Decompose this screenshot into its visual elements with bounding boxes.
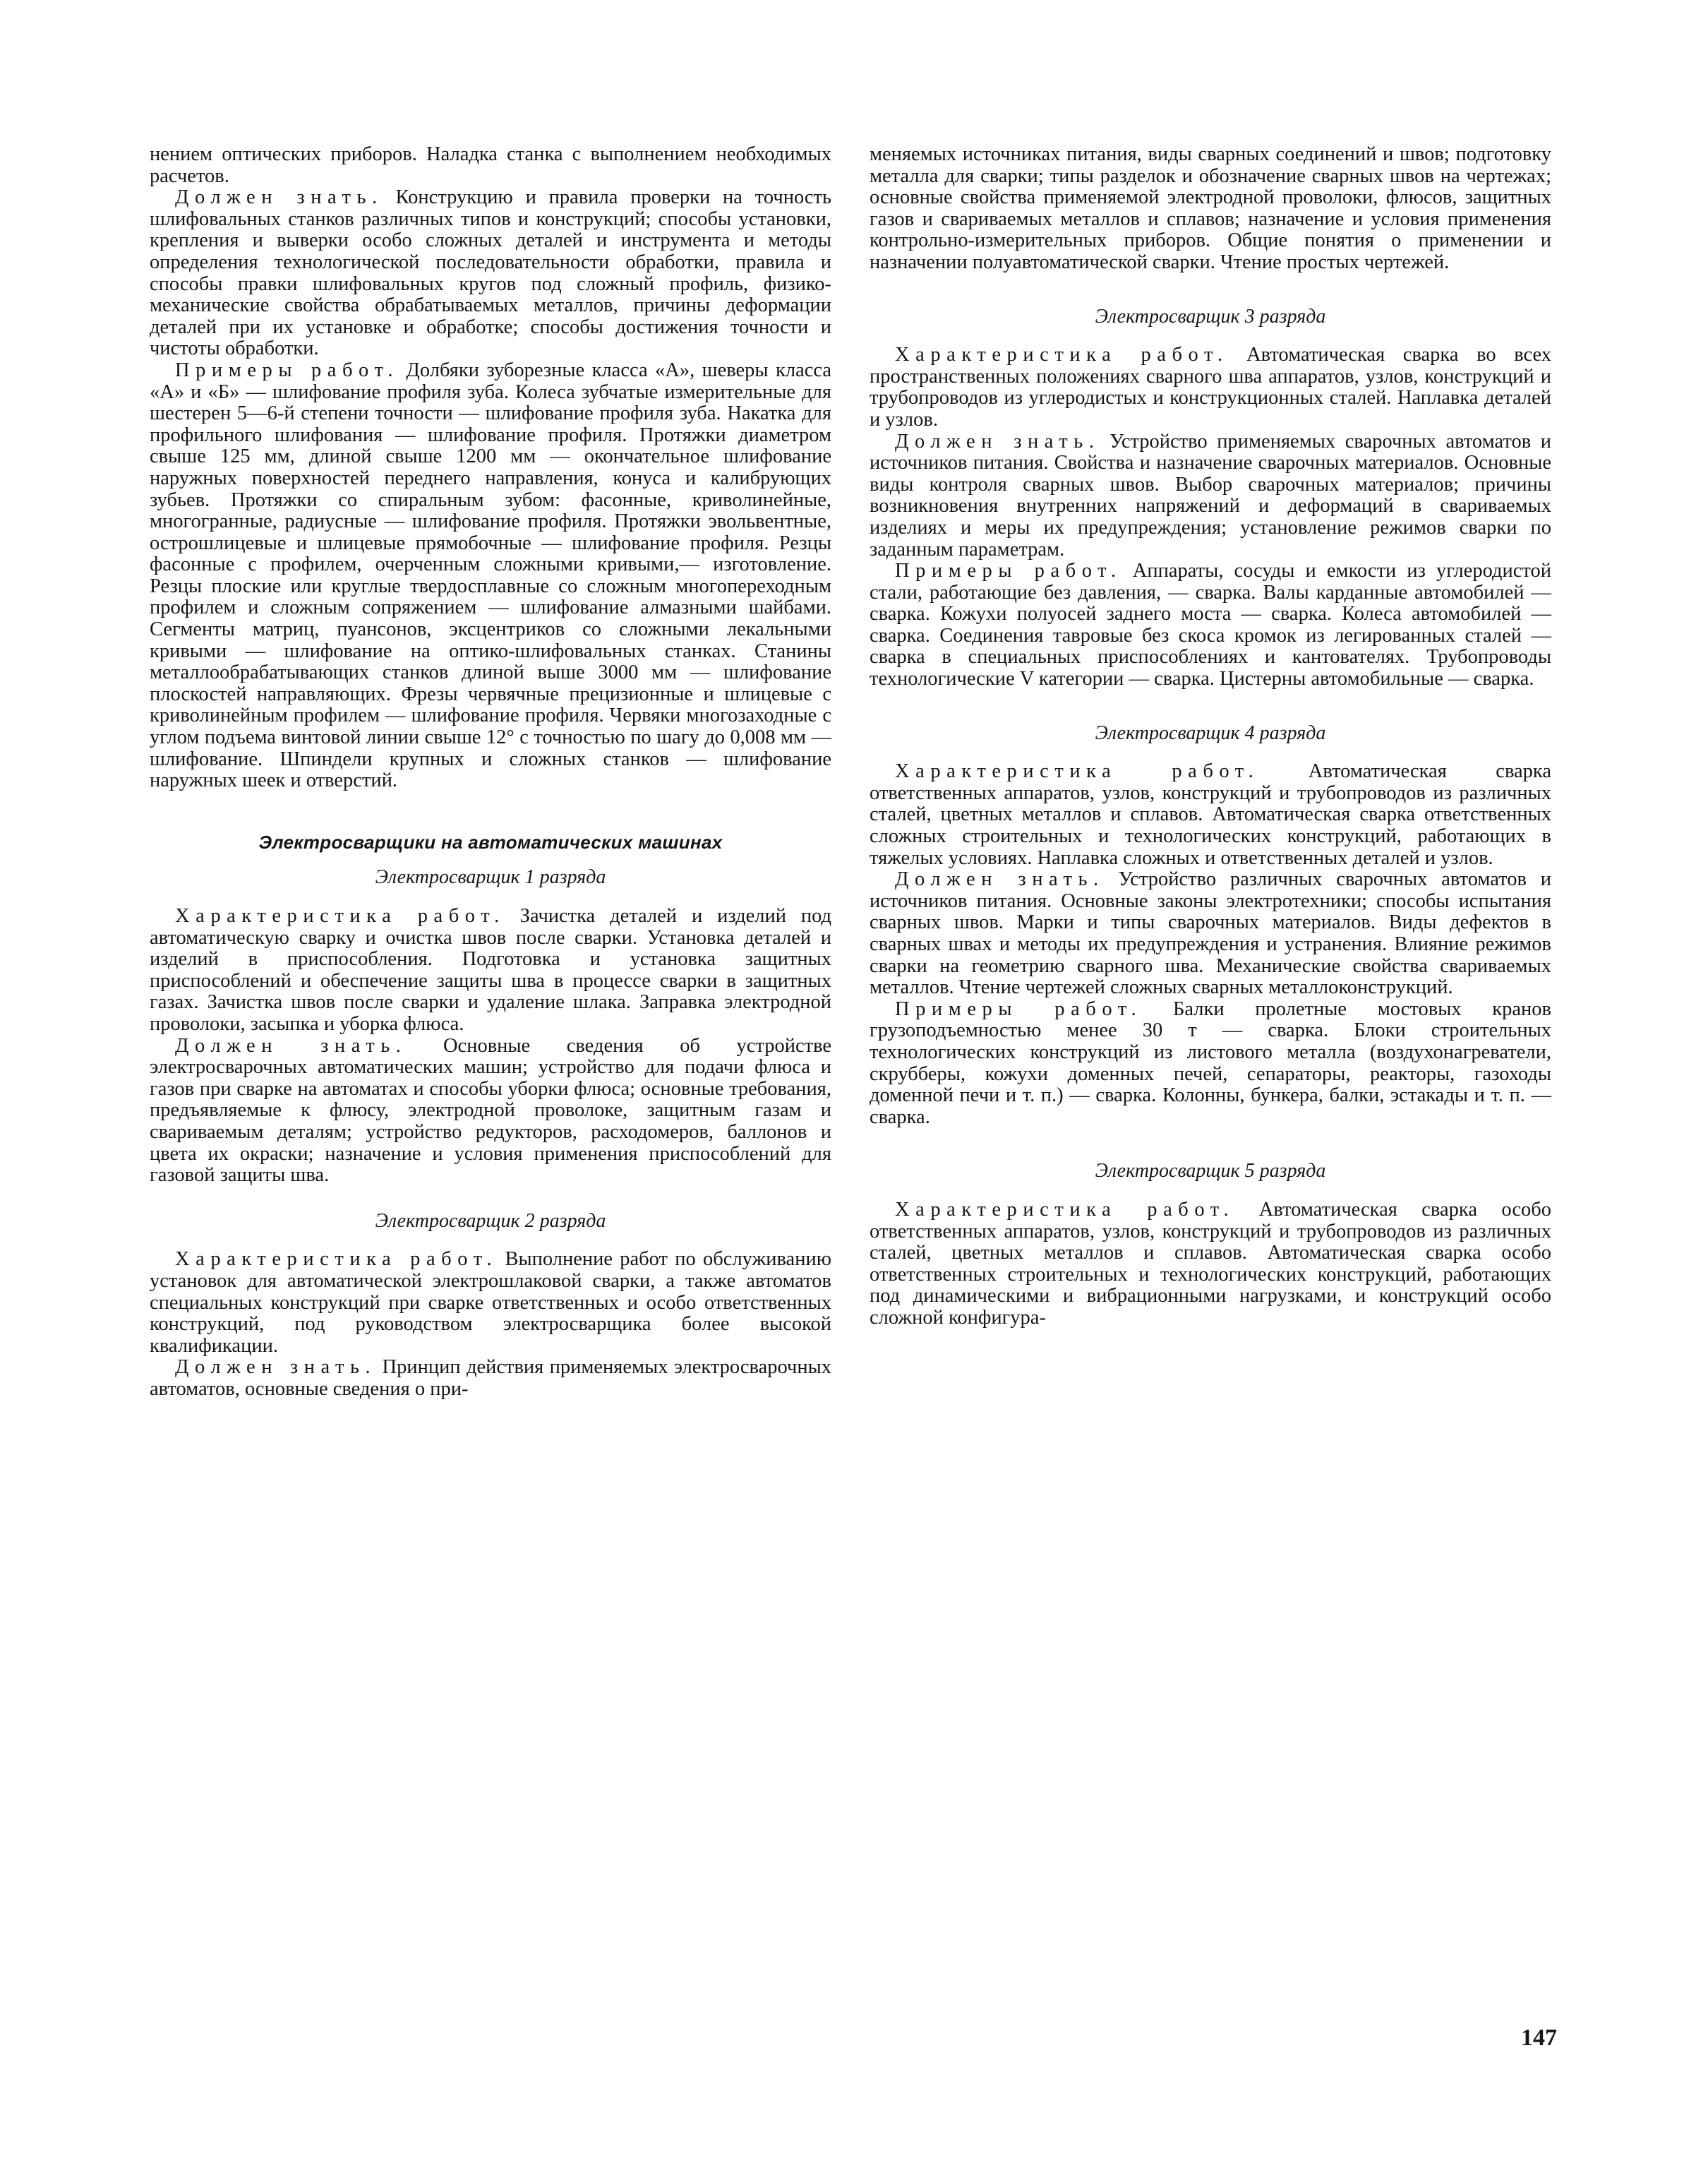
left-column <box>150 144 831 1400</box>
paragraph-text: Устройство применяемых сварочных автоматов и источников питания. Свойства и назначение сварочных материалов. Основные виды контроля сварных швов. Выбор сварочных материалов; причины возникновения внутренних напряжений и деформаций в свариваемых изделиях и меры их предупреждения; установление режимов сварки по заданным параметрам. <box>870 430 1552 561</box>
run-in-label: Характеристика работ. <box>175 1248 498 1271</box>
run-in-label: Должен знать. <box>175 1356 377 1379</box>
run-in-label: Характеристика работ. <box>895 1198 1235 1221</box>
paragraph <box>150 1036 831 1187</box>
grade-heading: Электросварщик 4 разряда <box>1095 721 1326 744</box>
paragraph <box>150 187 831 360</box>
run-in-label: Характеристика работ. <box>895 344 1229 366</box>
paragraph <box>150 906 831 1036</box>
paragraph: нением оптических приборов. Наладка станка с выполнением необходимых расчетов. <box>150 143 831 187</box>
paragraph <box>150 1249 831 1357</box>
grade-heading: Электросварщик 1 разряда <box>375 866 606 889</box>
paragraph <box>870 431 1551 561</box>
paragraph-text: Устройство различных сварочных автоматов и источников питания. Основные законы электротехники; способы испытания сварных швов. Марки и типы сварочных материалов. Виды дефектов в сварных швах и методы их предупреждения и устранения. Влияние режимов сварки на геометрию сварного шва. Механические свойства свариваемых металлов. Чтение чертежей сложных сварных металлоконструкций. <box>870 868 1551 999</box>
run-in-label: Должен знать. <box>175 186 383 209</box>
run-in-label: Характеристика работ. <box>895 760 1260 783</box>
paragraph-text: Автоматическая сварка во всех пространственных положениях сварного шва аппаратов, узлов, конструкций и трубопроводов из углеродистых и конструкционных сталей. Наплавка деталей и узлов. <box>870 344 1552 431</box>
paragraph: меняемых источниках питания, виды сварных соединений и швов; подготовку металла для сварки; типы разделок и обозначение сварных швов на чертежах; основные свойства применяемой электродной проволоки, флюсов, защитных газов и свариваемых металлов и сплавов; назначение и условия применения контрольно-измерительных приборов. Общие понятия о применении и назначении полуавтоматической сварки. Чтение простых чертежей. <box>870 143 1551 273</box>
paragraph <box>150 1357 831 1400</box>
paragraph-text: Принцип действия применяемых электросварочных автоматов, основные сведения о при- <box>150 1356 832 1400</box>
grade-heading: Электросварщик 3 разряда <box>1095 305 1326 328</box>
run-in-label: Должен знать. <box>895 868 1105 891</box>
paragraph <box>870 345 1551 431</box>
paragraph-text: Долбяки зуборезные класса «А», шеверы класса «А» и «Б» — шлифование профиля зуба. Колеса зубчатые измерительные для шестерен 5—6-й степени точности — шлифование профиля зуба. Накатка для профильного шлифования — шлифование профиля. Протяжки диаметром свыше 125 мм, длиной свыше 1200 мм — окончательное шлифование наружных поверхностей переднего направления, конуса и калибрующих зубьев. Протяжки со спиральным зубом: фасонные, криволинейные, многогранные, радиусные — шлифование профиля. Протяжки эвольвентные, острошлицевые и шлицевые прямобочные — шлифование профиля. Резцы фасонные с профилем, очерченным сложными кривыми,— изготовление. Резцы плоские или круглые твердосплавные со сложным многопереходным профилем и сложным сопряжением — шлифование алмазными шайбами. Сегменты матриц, пуансонов, эксцентриков со сложными лекальными кривыми — шлифование на оптико-шлифовальных станках. Станины металлообрабатывающих станков длиной выше 3000 мм — шлифование плоскостей направляющих. Фрезы червячные прецизионные и шлицевые с криволинейным профилем — шлифование профиля. Червяки многозаходные с углом подъема винтовой линии свыше 12° с точностью по шагу до 0,008 мм — шлифование. Шпиндели крупных и сложных станков — шлифование наружных шеек и отверстий. <box>150 359 832 792</box>
paragraph <box>870 761 1551 869</box>
paragraph-text: Аппараты, сосуды и емкости из углеродистой стали, работающие без давления, — сварка. Валы карданные автомобилей — сварка. Кожухи полуосей заднего моста — сварка. Колеса автомобилей — сварка. Соединения тавровые без скоса кромок из легированных сталей — сварка в специальных приспособлениях и кантователях. Трубопроводы технологические V категории — сварка. Цистерны автомобильные — сварка. <box>870 560 1551 690</box>
paragraph <box>870 561 1551 690</box>
paragraph-text: Автоматическая сварка особо ответственных аппаратов, узлов, конструкций и трубопроводов из различных сталей, цветных металлов и сплавов. Автоматическая сварка особо ответственных строительных и технологических конструкций, работающих под динамическими и вибрационными нагрузками, и конструкций особо сложной конфигура- <box>870 1198 1552 1329</box>
paragraph <box>870 869 1551 999</box>
run-in-label: Характеристика работ. <box>175 905 505 927</box>
paragraph-text: Выполнение работ по обслуживанию установок для автоматической электрошлаковой сварки, а также автоматов специальных конструкций при сварке ответственных и особо ответственных конструкций, под руководством электросварщика более высокой квалификации. <box>150 1248 832 1357</box>
run-in-label: Должен знать. <box>895 430 1100 453</box>
right-column <box>870 144 1551 1329</box>
run-in-label: Примеры работ. <box>175 359 399 381</box>
paragraph-text: Автоматическая сварка ответственных аппаратов, узлов, конструкций и трубопроводов из различных сталей, цветных металлов и сплавов. Автоматическая сварка ответственных сложных строительных и технологических конструкций, работающих в тяжелых условиях. Наплавка сложных и ответственных деталей и узлов. <box>870 760 1551 869</box>
paragraph-text: Конструкцию и правила проверки на точность шлифовальных станков различных типов и конструкций; способы установки, крепления и выверки особо сложных деталей и инструмента и методы определения технологической последовательности обработки, правила и способы правки шлифовальных кругов под сложный профиль, физико-механические свойства обрабатываемых металлов, причины деформации деталей при их установке и обработке; способы достижения точности и чистоты обработки. <box>150 186 832 360</box>
section-heading: Электросварщики на автоматических машинах <box>258 831 723 853</box>
paragraph <box>870 999 1551 1129</box>
paragraph <box>150 360 831 792</box>
paragraph-text: Зачистка деталей и изделий под автоматическую сварку и очистка швов после сварки. Установка деталей и изделий в приспособления. Подготовка и установка защитных приспособлений и обеспечение защиты шва в процессе сварки в защитных газах. Зачистка швов после сварки и удаление шлака. Заправка электродной проволоки, засыпка и уборка флюса. <box>150 905 832 1035</box>
paragraph <box>870 1199 1551 1329</box>
run-in-label: Примеры работ. <box>895 998 1143 1020</box>
run-in-label: Примеры работ. <box>895 560 1122 582</box>
grade-heading: Электросварщик 2 разряда <box>375 1209 606 1232</box>
paragraph-text: Балки пролетные мостовых кранов грузоподъемностью менее 30 т — сварка. Блоки строительных технологических конструкций из листового металла (воздухонагреватели, скрубберы, кожухи доменных печей, сепараторы, реакторы, газоходы доменной печи и т. п.) — сварка. Колонны, бункера, балки, эстакады и т. п. — сварка. <box>870 998 1552 1128</box>
paragraph-text: Основные сведения об устройстве электросварочных автоматических машин; устройство для подачи флюса и газов при сварке на автоматах и способы уборки флюса; основные требования, предъявляемые к флюсу, электродной проволоке, защитным газам и свариваемым деталям; устройство редукторов, расходомеров, баллонов и цвета их окраски; назначение и условия применения приспособлений для газовой защиты шва. <box>150 1034 832 1187</box>
grade-heading: Электросварщик 5 разряда <box>1095 1160 1326 1182</box>
page-number: 147 <box>1521 2025 1557 2051</box>
run-in-label: Должен знать. <box>175 1034 407 1057</box>
